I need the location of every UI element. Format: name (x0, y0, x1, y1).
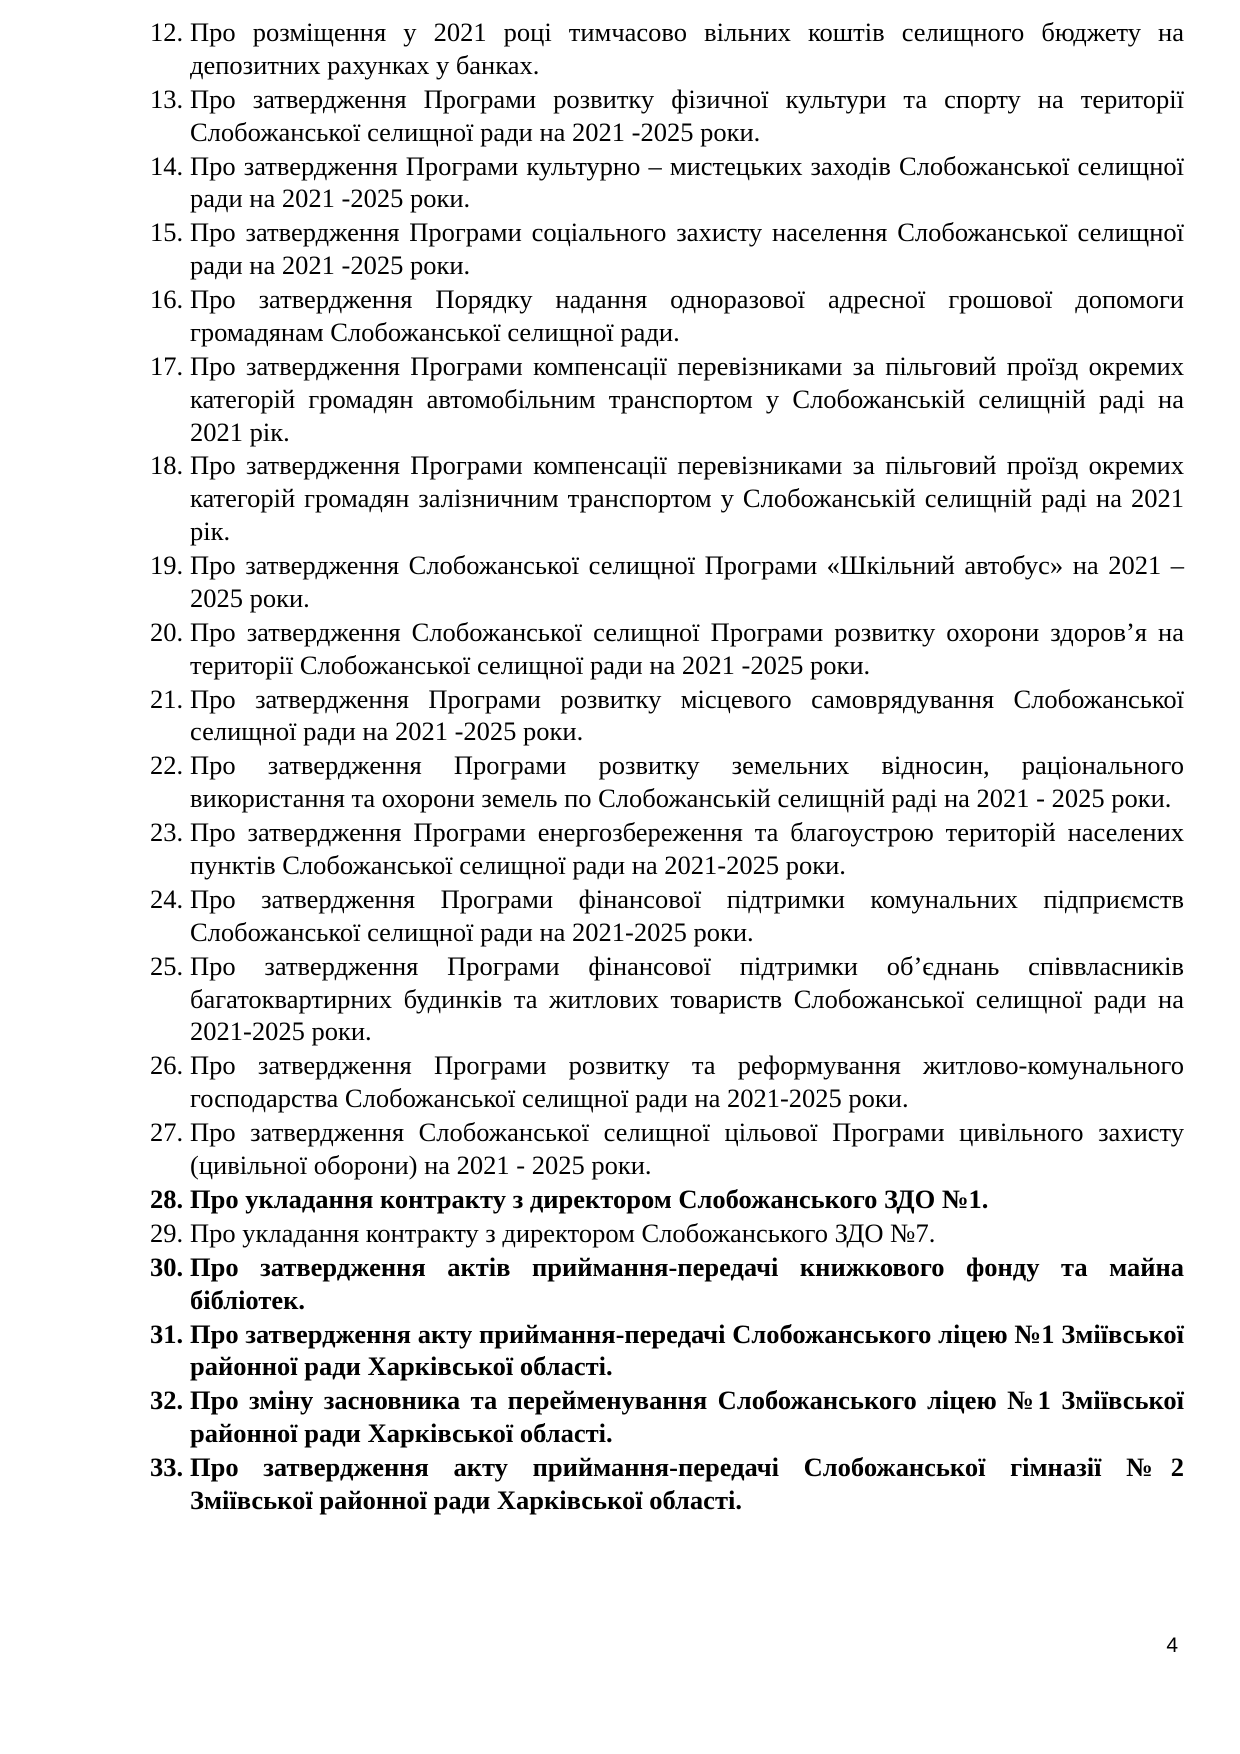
agenda-item (150, 1116, 1184, 1182)
agenda-item-number: 27. (150, 1117, 184, 1148)
agenda-item-text: Про затвердження Програми розвитку місцевого самоврядування Слобожанської селищної ради на 2021 -2025 роки. (190, 683, 1184, 747)
agenda-item-number: 29. (150, 1217, 184, 1248)
agenda-item (150, 1049, 1184, 1115)
agenda-item-text: Про затвердження Програми компенсації перевізниками за пільговий проїзд окремих категорій громадян автомобільним транспортом у Слобожанській селищній раді на 2021 рік. (190, 350, 1184, 447)
agenda-item (150, 150, 1184, 216)
agenda-item (150, 883, 1184, 949)
agenda-item-text: Про зміну засновника та перейменування Слобожанського ліцею №1 Зміївської районної ради Харківської області. (190, 1385, 1184, 1449)
agenda-item-number: 28. (150, 1183, 184, 1214)
agenda-item (150, 1183, 1184, 1216)
agenda-item-number: 31. (150, 1318, 184, 1349)
agenda-item (150, 683, 1184, 749)
agenda-item-number: 30. (150, 1251, 184, 1282)
agenda-item-number: 21. (150, 683, 184, 714)
agenda-item-number: 32. (150, 1385, 184, 1416)
agenda-item-text: Про затвердження Слобожанської селищної Програми «Шкільний автобус» на 2021 – 2025 роки. (190, 550, 1184, 613)
agenda-item (150, 216, 1184, 282)
agenda-item-text: Про затвердження Слобожанської селищної цільової Програми цивільного захисту (цивільної оборони) на 2021 - 2025 роки. (190, 1117, 1184, 1180)
agenda-item-text: Про затвердження Програми соціального захисту населення Слобожанської селищної ради на 2021 -2025 роки. (190, 217, 1184, 281)
agenda-item-number: 15. (150, 217, 184, 248)
agenda-item (150, 83, 1184, 149)
agenda-item-text: Про затвердження Програми фінансової підтримки комунальних підприємств Слобожанської селищної ради на 2021-2025 роки. (190, 883, 1184, 947)
agenda-item-number: 12. (150, 17, 184, 47)
agenda-item (150, 350, 1184, 448)
agenda-item (150, 549, 1184, 615)
agenda-item (150, 1451, 1184, 1517)
agenda-item-number: 20. (150, 616, 184, 647)
agenda-item (150, 616, 1184, 682)
agenda-item-number: 18. (150, 450, 184, 481)
agenda-item-number: 16. (150, 284, 184, 315)
agenda-item-number: 24. (150, 883, 184, 914)
agenda-item (150, 950, 1184, 1048)
agenda-item-number: 33. (150, 1452, 184, 1483)
agenda-item-text: Про затвердження Програми фінансової підтримки об’єднань співвласників багатоквартирних будинків та житлових товариств Слобожанської селищної ради на 2021-2025 роки. (190, 950, 1184, 1047)
agenda-item-text: Про затвердження акту приймання-передачі Слобожанського ліцею №1 Зміївської районної ради Харківської області. (190, 1318, 1184, 1382)
agenda-item-number: 17. (150, 350, 184, 381)
agenda-item-number: 23. (150, 817, 184, 848)
agenda-item-text: Про затвердження Програми розвитку та реформування житлово-комунального господарства Слобожанської селищної ради на 2021-2025 роки. (190, 1050, 1184, 1114)
agenda-list (150, 16, 1184, 1518)
agenda-item-number: 26. (150, 1050, 184, 1081)
agenda-item-text: Про затвердження Програми культурно – мистецьких заходів Слобожанської селищної ради на 2021 -2025 роки. (190, 150, 1184, 214)
agenda-item-text: Про затвердження Програми розвитку земельних відносин, раціонального використання та охорони земель по Слобожанській селищній раді на 2021 - 2025 роки. (190, 750, 1184, 814)
agenda-item-text: Про розміщення у 2021 році тимчасово вільних коштів селищного бюджету на депозитних рахунках у банках. (190, 17, 1184, 80)
agenda-item-text: Про затвердження акту приймання-передачі Слобожанської гімназії №2 Зміївської районної ради Харківської області. (190, 1452, 1184, 1515)
agenda-item-text: Про затвердження Програми компенсації перевізниками за пільговий проїзд окремих категорій громадян залізничним транспортом у Слобожанській селищній раді на 2021 рік. (190, 450, 1184, 547)
agenda-item-number: 19. (150, 550, 184, 581)
agenda-item (150, 449, 1184, 547)
agenda-item-text: Про укладання контракту з директором Слобожанського ЗДО №7. (190, 1217, 936, 1248)
agenda-item (150, 1318, 1184, 1384)
agenda-item (150, 749, 1184, 815)
agenda-item (150, 1251, 1184, 1317)
agenda-item (150, 16, 1184, 82)
page-number: 4 (1166, 1634, 1178, 1657)
agenda-item-text: Про затвердження Слобожанської селищної Програми розвитку охорони здоров’я на території Слобожанської селищної ради на 2021 -2025 роки. (190, 616, 1184, 680)
agenda-item-number: 25. (150, 950, 184, 981)
agenda-item (150, 816, 1184, 882)
agenda-item (150, 283, 1184, 349)
agenda-item (150, 1384, 1184, 1450)
agenda-item-number: 13. (150, 83, 184, 114)
agenda-item-text: Про затвердження Порядку надання одноразової адресної грошової допомоги громадянам Слобожанської селищної ради. (190, 284, 1184, 347)
agenda-item-text: Про укладання контракту з директором Слобожанського ЗДО №1. (190, 1183, 989, 1214)
agenda-item-text: Про затвердження Програми енергозбереження та благоустрою територій населених пунктів Слобожанської селищної ради на 2021-2025 роки. (190, 817, 1184, 880)
agenda-item-number: 22. (150, 750, 184, 781)
agenda-item-text: Про затвердження Програми розвитку фізичної культури та спорту на території Слобожанської селищної ради на 2021 -2025 роки. (190, 83, 1184, 147)
agenda-item (150, 1217, 1184, 1250)
agenda-item-text: Про затвердження актів приймання-передачі книжкового фонду та майна бібліотек. (190, 1251, 1184, 1315)
agenda-item-number: 14. (150, 150, 184, 181)
